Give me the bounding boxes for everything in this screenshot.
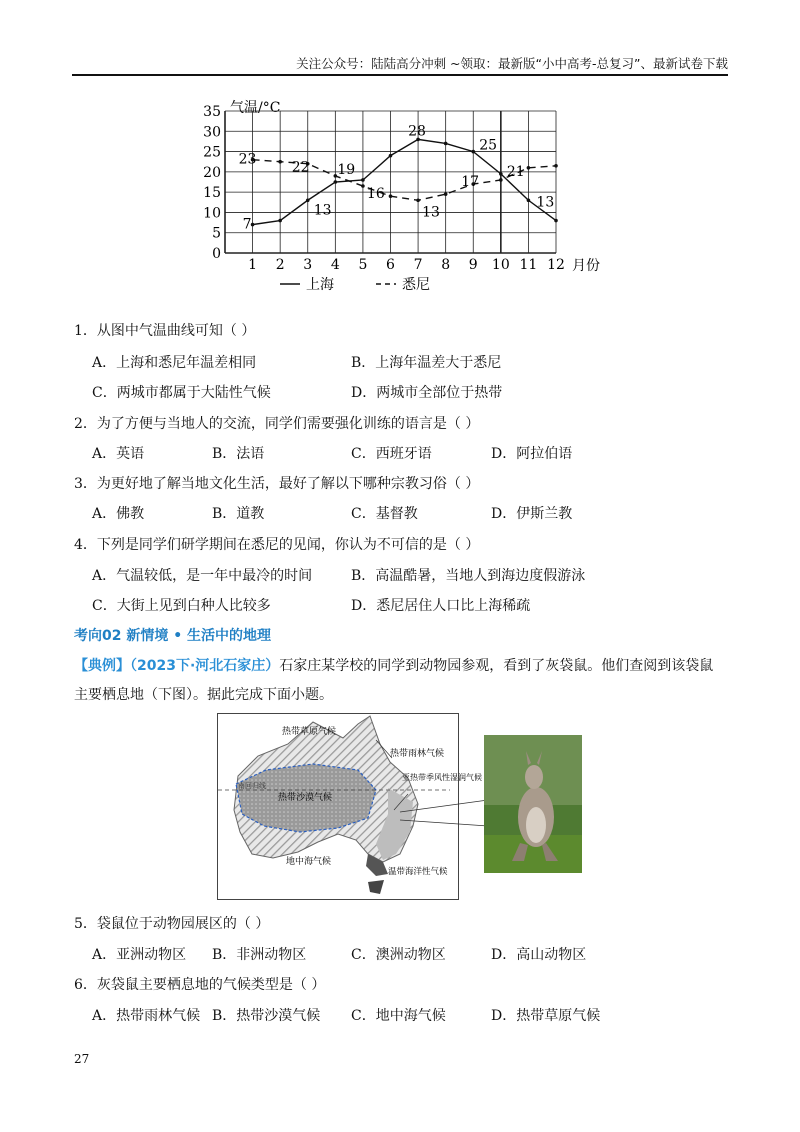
xtick-6: 6 — [386, 257, 395, 273]
series-0-point-9 — [499, 172, 503, 176]
q6-option-c[interactable]: C．地中海气候 — [351, 1008, 446, 1024]
q5-option-c[interactable]: C．澳洲动物区 — [351, 947, 446, 963]
q3-option-b[interactable]: B．道教 — [212, 506, 265, 522]
q4-option-a[interactable]: A．气温较低，是一年中最冷的时间 — [92, 568, 313, 584]
xtick-8: 8 — [441, 257, 451, 273]
q2-option-b[interactable]: B．法语 — [212, 446, 265, 462]
xtick-1: 1 — [248, 257, 258, 273]
xtick-12: 12 — [547, 257, 565, 273]
ytick-30: 30 — [203, 124, 221, 141]
series-line-0 — [253, 139, 556, 224]
series-1-label-9: 21 — [506, 163, 525, 180]
label-desert: 热带沙漠气候 — [278, 793, 333, 803]
section-title: 考向02 新情境 • 生活中的地理 — [74, 628, 272, 644]
chart-legend — [280, 277, 430, 293]
page-header — [72, 54, 728, 76]
xtick-2: 2 — [275, 257, 285, 273]
series-1-point-7 — [444, 192, 448, 196]
q2-option-d[interactable]: D．阿拉伯语 — [491, 446, 573, 462]
example-tag: 【典例】（2023下·河北石家庄） — [74, 658, 280, 674]
series-1-point-6 — [416, 198, 420, 202]
series-0-label-2: 13 — [313, 202, 332, 219]
question-5: 5．袋鼠位于动物园展区的（ ） — [74, 916, 270, 932]
q1-option-c[interactable]: C．两城市都属于大陆性气候 — [92, 385, 271, 401]
map-pointer-lines — [400, 790, 490, 830]
tasmania — [368, 880, 384, 894]
question-6: 6．灰袋鼠主要栖息地的气候类型是（ ） — [74, 977, 326, 993]
q1-option-d[interactable]: D．两城市全部位于热带 — [351, 385, 503, 401]
xtick-5: 5 — [358, 257, 368, 273]
chart-xticks — [248, 257, 565, 273]
ytick-20: 20 — [203, 164, 221, 181]
q5-option-d[interactable]: D．高山动物区 — [491, 947, 587, 963]
q5-option-a[interactable]: A．亚洲动物区 — [92, 947, 187, 963]
series-1-point-11 — [554, 164, 558, 168]
series-0-point-7 — [444, 142, 448, 146]
series-0-point-3 — [334, 180, 338, 184]
q2-option-a[interactable]: A．英语 — [92, 446, 145, 462]
label-subtropical: 亚热带季风性湿润气候 — [402, 773, 482, 782]
series-0-point-11 — [554, 219, 558, 223]
series-1-label-6: 13 — [422, 204, 440, 221]
q4-option-c[interactable]: C．大街上见到白种人比较多 — [92, 598, 271, 614]
question-3: 3．为更好地了解当地文化生活，最好了解以下哪种宗教习俗（ ） — [74, 476, 480, 492]
chart-series — [251, 138, 558, 227]
xtick-9: 9 — [468, 257, 478, 273]
xtick-7: 7 — [413, 257, 423, 273]
q4-option-b[interactable]: B．高温酷暑，当地人到海边度假游泳 — [351, 568, 586, 584]
series-0-point-10 — [527, 198, 531, 202]
legend-shanghai: 上海 — [306, 277, 334, 293]
series-1-point-10 — [527, 166, 531, 170]
q6-option-a[interactable]: A．热带雨林气候 — [92, 1008, 201, 1024]
label-savanna: 热带草原气候 — [282, 727, 337, 737]
q5-option-b[interactable]: B．非洲动物区 — [212, 947, 307, 963]
legend-sydney: 悉尼 — [402, 277, 430, 293]
series-1-point-4 — [361, 184, 365, 188]
label-temperate-marine: 温带海洋性气候 — [388, 867, 448, 877]
ytick-0: 0 — [212, 246, 221, 262]
series-1-point-5 — [389, 194, 393, 198]
chart-xlabel: 月份 — [572, 258, 600, 274]
kangaroo-photo — [484, 735, 582, 873]
example-line-2: 主要栖息地（下图）。据此完成下面小题。 — [74, 687, 333, 703]
q3-option-a[interactable]: A．佛教 — [92, 506, 145, 522]
label-mediterranean: 地中海气候 — [286, 857, 332, 867]
label-tropic: 南回归线 — [238, 782, 266, 790]
chart-yticks — [203, 104, 221, 262]
ytick-5: 5 — [212, 225, 221, 242]
ytick-25: 25 — [203, 144, 221, 161]
series-0-label-8: 25 — [479, 137, 498, 154]
series-1-label-2: 22 — [291, 159, 310, 176]
ytick-10: 10 — [203, 205, 221, 222]
page-number: 27 — [74, 1052, 90, 1066]
example-line-1 — [74, 655, 713, 675]
xtick-4: 4 — [330, 257, 340, 273]
q6-option-b[interactable]: B．热带沙漠气候 — [212, 1008, 321, 1024]
q3-option-c[interactable]: C．基督教 — [351, 506, 418, 522]
question-4: 4．下列是同学们研学期间在悉尼的见闻，你认为不可信的是（ ） — [74, 537, 480, 553]
chart-ylabel: 气温/°C — [230, 100, 281, 116]
header-text: 关注公众号：陆陆高分冲刺 ~领取：最新版“小中高考-总复习”、最新试卷下载 — [296, 56, 728, 71]
example-text-1: 石家庄某学校的同学到动物园参观，看到了灰袋鼠。他们查阅到该袋鼠 — [279, 658, 714, 674]
q2-option-c[interactable]: C．西班牙语 — [351, 446, 432, 462]
q1-option-b[interactable]: B．上海年温差大于悉尼 — [351, 355, 502, 371]
series-0-point-5 — [389, 154, 393, 158]
ytick-15: 15 — [203, 185, 221, 202]
xtick-10: 10 — [491, 257, 510, 273]
series-0-label-10: 13 — [536, 194, 555, 211]
question-2: 2．为了方便与当地人的交流，同学们需要强化训练的语言是（ ） — [74, 416, 480, 432]
temperature-chart — [200, 98, 620, 298]
label-rainforest: 热带雨林气候 — [390, 749, 445, 759]
series-0-label-0: 7 — [242, 216, 252, 233]
xtick-11: 11 — [519, 257, 538, 273]
series-0-label-6: 28 — [408, 123, 426, 140]
ytick-35: 35 — [203, 104, 221, 120]
q4-option-d[interactable]: D．悉尼居住人口比上海稀疏 — [351, 598, 531, 614]
series-1-label-3: 19 — [337, 161, 356, 178]
series-0-point-8 — [471, 150, 475, 154]
series-1-point-9 — [499, 178, 503, 182]
series-0-point-2 — [306, 198, 310, 202]
series-1-label-8: 17 — [461, 174, 480, 191]
q3-option-d[interactable]: D．伊斯兰教 — [491, 506, 573, 522]
xtick-3: 3 — [303, 257, 313, 273]
series-1-point-1 — [278, 160, 282, 164]
q6-option-d[interactable]: D．热带草原气候 — [491, 1008, 601, 1024]
q1-option-a[interactable]: A．上海和悉尼年温差相同 — [92, 355, 257, 371]
series-1-label-4: 16 — [366, 186, 385, 203]
series-1-label-0: 23 — [238, 151, 257, 168]
series-0-point-4 — [361, 178, 365, 182]
question-1: 1．从图中气温曲线可知（ ） — [74, 323, 256, 339]
chart-grid — [225, 111, 556, 253]
series-0-point-1 — [278, 219, 282, 223]
